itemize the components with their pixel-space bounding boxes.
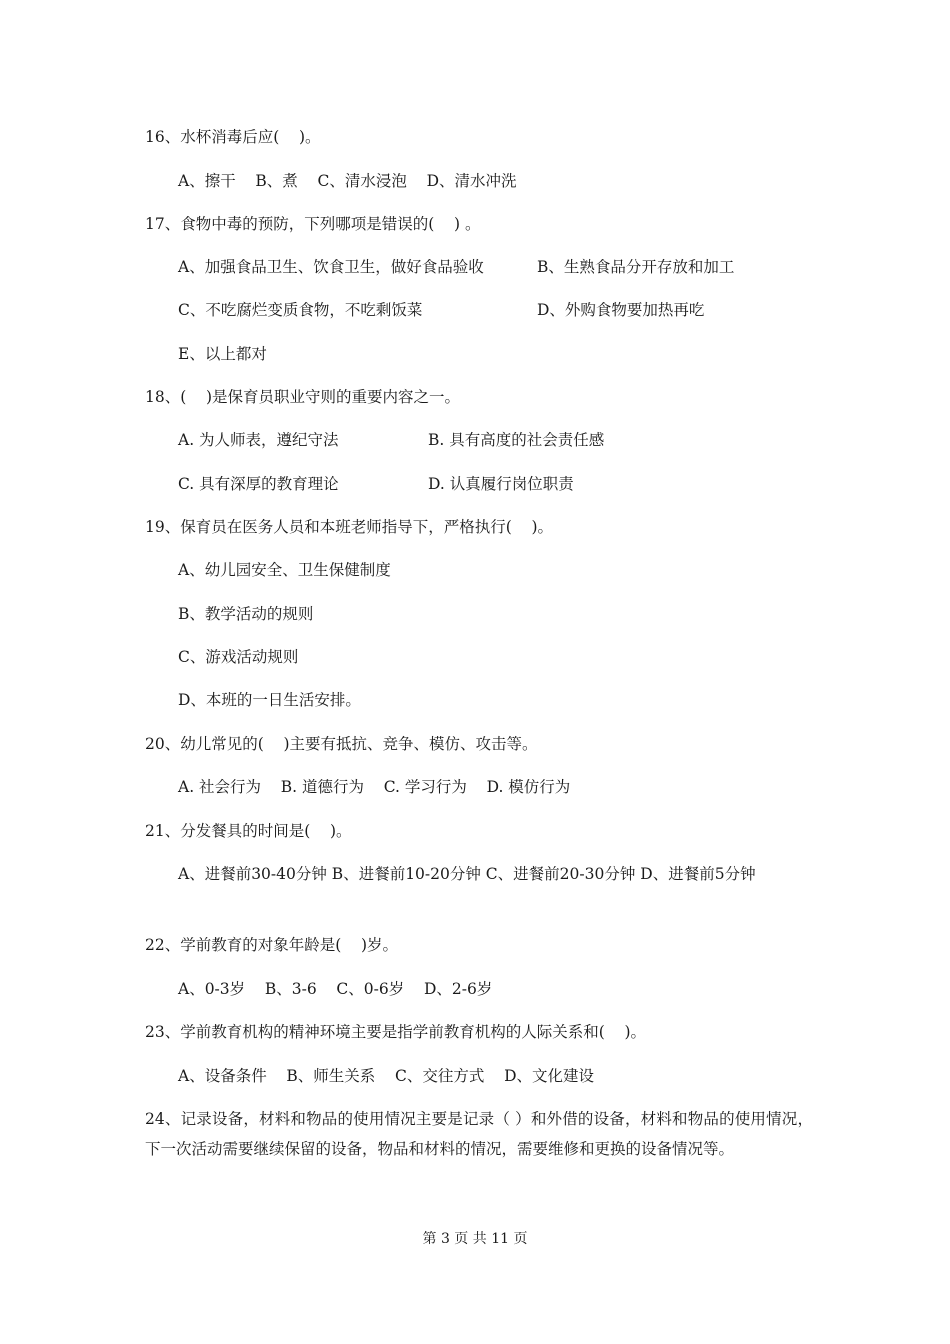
question-17-stem: 17、食物中毒的预防，下列哪项是错误的( ) 。 <box>145 215 481 233</box>
question-17-option-e: E、以上都对 <box>178 345 267 363</box>
question-20-stem: 20、幼儿常见的( )主要有抵抗、竞争、模仿、攻击等。 <box>145 735 538 753</box>
question-22-options: A、0-3岁 B、3-6 C、0-6岁 D、2-6岁 <box>178 980 493 998</box>
question-19-option-d: D、本班的一日生活安排。 <box>178 691 361 709</box>
question-24-stem: 24、记录设备，材料和物品的使用情况主要是记录（ ）和外借的设备，材料和物品的使用情况，下一次活动需要继续保留的设备，物品和材料的情况，需要维修和更换的设备情况等。 <box>145 1110 813 1158</box>
question-18-stem: 18、( )是保育员职业守则的重要内容之一。 <box>145 388 461 406</box>
question-17-option-c: C、不吃腐烂变质食物，不吃剩饭菜 <box>178 301 423 319</box>
question-16-stem: 16、水杯消毒后应( )。 <box>145 128 321 146</box>
question-17-option-a: A、加强食品卫生、饮食卫生，做好食品验收 <box>178 258 484 276</box>
question-21-stem: 21、分发餐具的时间是( )。 <box>145 822 352 840</box>
question-19-stem: 19、保育员在医务人员和本班老师指导下，严格执行( )。 <box>145 518 554 536</box>
question-18-option-c: C. 具有深厚的教育理论 <box>178 475 339 493</box>
question-21-options: A、进餐前30-40分钟 B、进餐前10-20分钟 C、进餐前20-30分钟 D、进餐前5分钟 <box>178 865 756 883</box>
question-16-options: A、擦干 B、煮 C、清水浸泡 D、清水冲洗 <box>178 172 517 190</box>
question-18-option-a: A. 为人师表，遵纪守法 <box>178 431 339 449</box>
question-17-option-d: D、外购食物要加热再吃 <box>537 301 705 319</box>
question-19-option-c: C、游戏活动规则 <box>178 648 299 666</box>
question-19-option-b: B、教学活动的规则 <box>178 605 314 623</box>
page-number: 第 3 页 共 11 页 <box>422 1231 528 1247</box>
question-19-option-a: A、幼儿园安全、卫生保健制度 <box>178 561 391 579</box>
question-23-stem: 23、学前教育机构的精神环境主要是指学前教育机构的人际关系和( )。 <box>145 1023 647 1041</box>
question-23-options: A、设备条件 B、师生关系 C、交往方式 D、文化建设 <box>178 1067 594 1085</box>
question-22-stem: 22、学前教育的对象年龄是( )岁。 <box>145 936 399 954</box>
question-20-options: A. 社会行为 B. 道德行为 C. 学习行为 D. 模仿行为 <box>178 778 571 796</box>
question-18-option-b: B. 具有高度的社会责任感 <box>428 431 605 449</box>
question-17-option-b: B、生熟食品分开存放和加工 <box>537 258 735 276</box>
question-18-option-d: D. 认真履行岗位职责 <box>428 475 574 493</box>
